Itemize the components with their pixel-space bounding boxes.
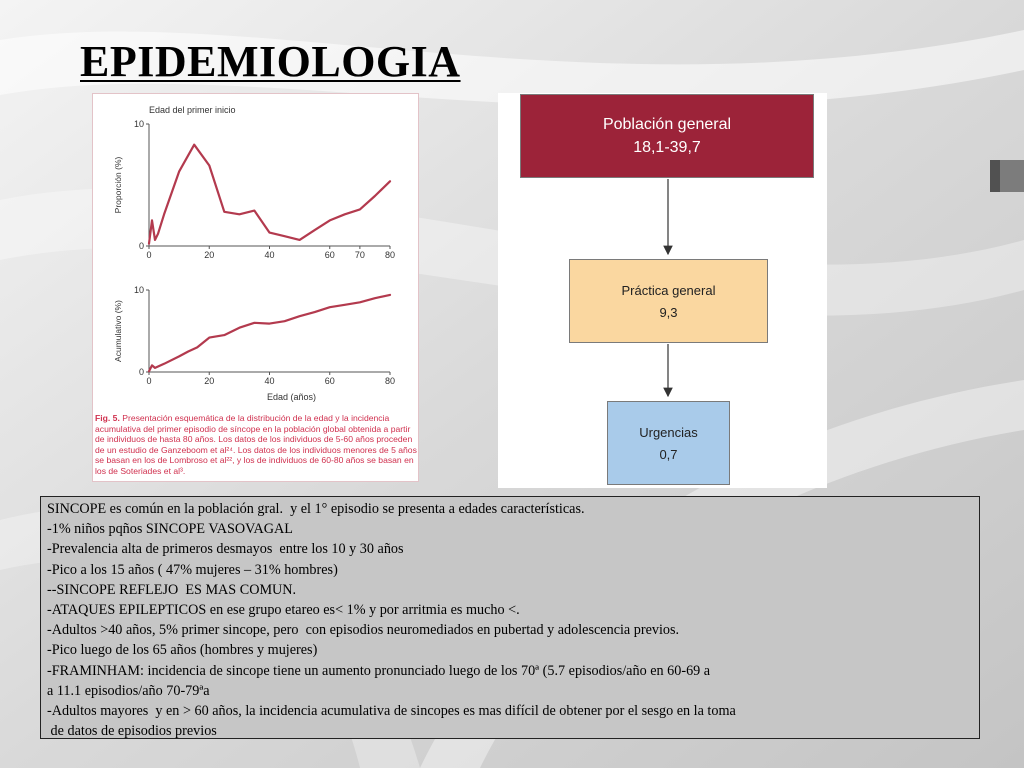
notes-box bbox=[40, 496, 980, 739]
x-tick-label: 80 bbox=[384, 376, 396, 386]
note-line: -Adultos mayores y en > 60 años, la incidencia acumulativa de sincopes es mas difícil de obtener por el sesgo en la toma bbox=[47, 703, 736, 720]
flow-box-value: 0,7 bbox=[659, 446, 678, 462]
x-tick-label: 20 bbox=[204, 250, 215, 260]
y-tick-label: 0 bbox=[138, 367, 144, 377]
line-charts bbox=[93, 94, 418, 412]
note-line: -Prevalencia alta de primeros desmayos entre los 10 y 30 años bbox=[47, 541, 404, 558]
x-tick-label: 20 bbox=[204, 376, 215, 386]
chart-first-onset bbox=[113, 105, 395, 260]
note-line: --SINCOPE REFLEJO ES MAS COMUN. bbox=[47, 581, 297, 598]
figure-caption-text: Presentación esquemática de la distribución de la edad y la incidencia acumulativa del primer episodio de síncope en la población global obtenida a partir de individuos de hasta 80 años. Los datos de los individuos de 5-60 años proceden de un estudio de Ganzeboom et al²⁴. Los datos de los individuos menores de 5 años se basan en los de Lombroso et al²², y los de individuos de 60-80 años se basan en los de Soteriades et al³. bbox=[95, 413, 417, 476]
flow-box-urgencias bbox=[607, 401, 730, 485]
x-tick-label: 60 bbox=[324, 250, 335, 260]
note-line: -1% niños pqños SINCOPE VASOVAGAL bbox=[47, 521, 293, 538]
figure-caption-label: Fig. 5. bbox=[95, 413, 120, 423]
flow-box-label: Población general bbox=[602, 115, 732, 133]
flow-box-label: Práctica general bbox=[621, 282, 716, 298]
note-line: -ATAQUES EPILEPTICOS en ese grupo etareo es< 1% y por arritmia es mucho <. bbox=[47, 602, 520, 619]
x-tick-label: 0 bbox=[146, 250, 152, 260]
x-tick-label: 70 bbox=[354, 250, 365, 260]
note-line: -Pico luego de los 65 años (hombres y mujeres) bbox=[47, 642, 318, 659]
y-tick-label: 10 bbox=[133, 285, 144, 295]
series-line bbox=[149, 295, 390, 371]
flow-box-poblacion-general bbox=[520, 94, 814, 178]
y-tick-label: 0 bbox=[138, 241, 144, 251]
series-line bbox=[149, 145, 390, 244]
x-tick-label: 0 bbox=[146, 376, 152, 386]
y-tick-label: 10 bbox=[133, 119, 144, 129]
flow-box-label: Urgencias bbox=[639, 424, 698, 440]
note-line: -FRAMINHAM: incidencia de sincope tiene un aumento pronunciado luego de los 70ª (5.7 episodios/año en 60-69 a bbox=[47, 662, 711, 679]
slide-title: EPIDEMIOLOGIA bbox=[80, 37, 461, 86]
flow-box-value: 18,1-39,7 bbox=[633, 138, 701, 156]
y-axis-label: Acumulativo (%) bbox=[113, 300, 123, 362]
note-line: a 11.1 episodios/año 70-79ªa bbox=[47, 682, 210, 699]
note-line: de datos de episodios previos bbox=[47, 723, 217, 740]
note-line: -Adultos >40 años, 5% primer sincope, pero con episodios neuromediados en pubertad y adolescencia previos. bbox=[47, 622, 680, 639]
note-line: SINCOPE es común en la población gral. y el 1° episodio se presenta a edades características. bbox=[47, 501, 585, 517]
x-axis-label: Edad (años) bbox=[266, 392, 317, 402]
x-tick-label: 40 bbox=[264, 250, 275, 260]
figure-panel bbox=[92, 93, 419, 482]
chart-title: Edad del primer inicio bbox=[149, 105, 236, 115]
x-tick-label: 80 bbox=[384, 250, 396, 260]
chart-cumulative bbox=[113, 285, 395, 402]
flow-diagram bbox=[498, 93, 827, 488]
figure-caption bbox=[95, 413, 417, 477]
note-line: -Pico a los 15 años ( 47% mujeres – 31% hombres) bbox=[47, 561, 338, 578]
flow-box-value: 9,3 bbox=[659, 304, 678, 320]
x-tick-label: 40 bbox=[264, 376, 275, 386]
x-tick-label: 60 bbox=[324, 376, 335, 386]
y-axis-label: Proporción (%) bbox=[113, 156, 123, 214]
flow-box-practica-general bbox=[569, 259, 768, 343]
